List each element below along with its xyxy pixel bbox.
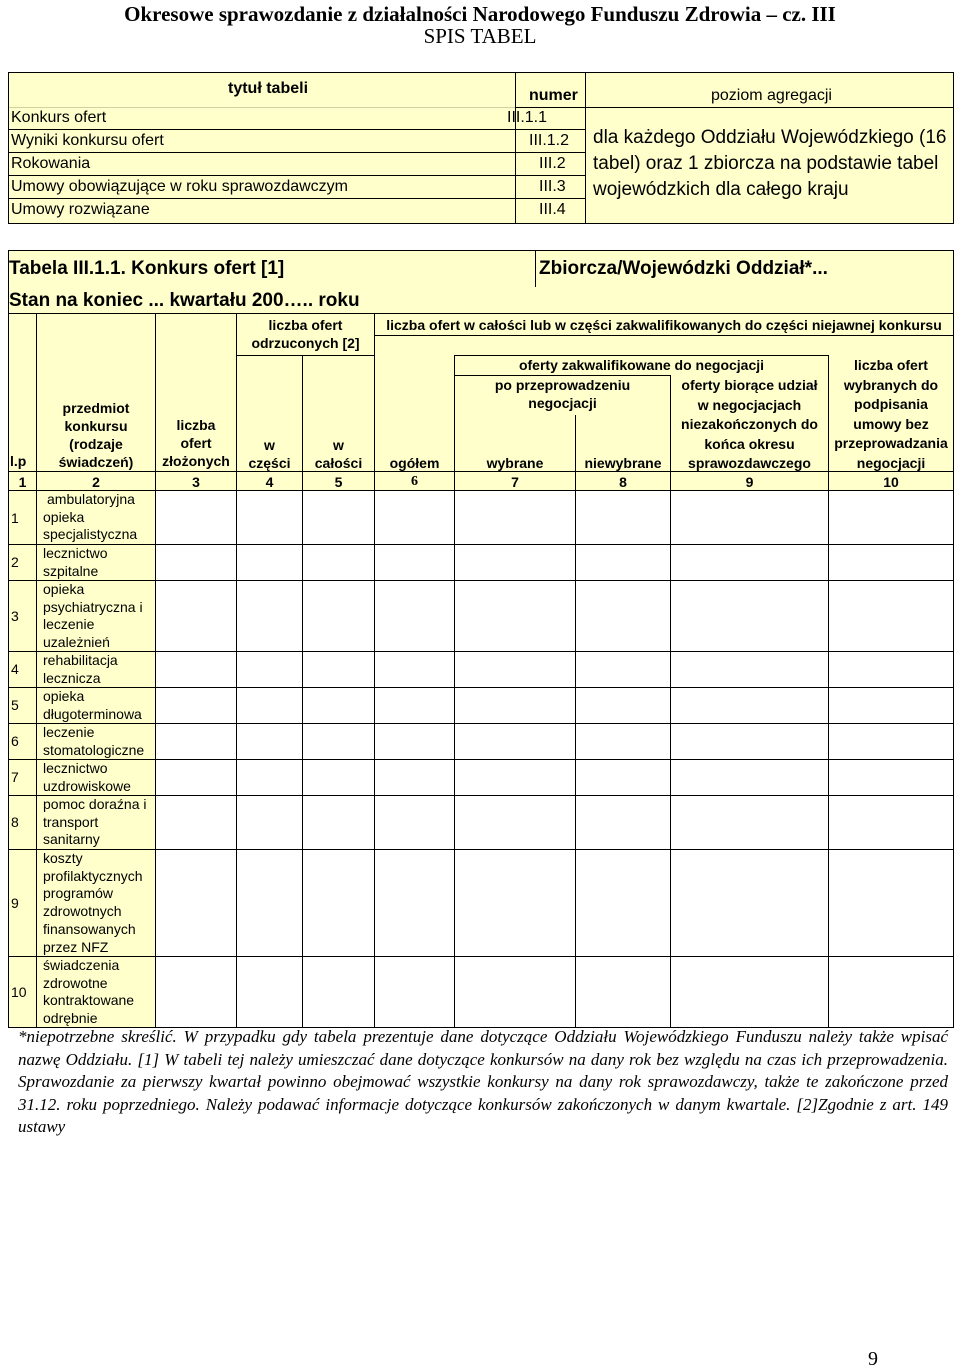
divider [9,313,953,314]
row-lp: 7 [11,769,19,785]
index-row-title: Umowy obowiązujące w roku sprawozdawczym [11,178,349,195]
col-number: 10 [883,474,899,490]
row-lp: 6 [11,733,19,749]
level-line: dla każdego Oddziału Wojewódzkiego (16 [593,127,947,148]
divider [374,313,375,1027]
index-row-number: III.3 [539,178,566,195]
row-lp: 9 [11,895,19,911]
document-title: Okresowe sprawozdanie z działalności Narodowego Funduszu Zdrowia – cz. III [124,2,836,26]
row-subject: koszty profilaktycznych programów zdrowotnych finansowanych przez NFZ [43,850,143,955]
divider [9,723,953,724]
index-row-title: Rokowania [11,155,91,172]
row-lp: 5 [11,697,19,713]
page-number: 9 [868,1348,878,1370]
main-table [8,250,954,1028]
header-total: ogółem [389,455,440,471]
col-number: 5 [334,474,343,490]
divider [236,355,374,356]
footnote: *niepotrzebne skreślić. W przypadku gdy tabela prezentuje dane dotyczące Oddziału Wojewódzkiego Funduszu należy także wpisać nazwę Oddziału. [1] W tabeli tej należy umieszczać dane dotyczące konkursów na dany rok bez względu na czas ich przeprowadzenia. Sprawozdanie za pierwszy kwartał powinno obejmować wszystkie konkursy na dany rok sprawozdawczy, także te zakończone przed 31.12. roku poprzedniego. Należy podawać informacje dotyczące konkursów zakończonych w danym kwartale. [2]Zgodnie z art. 149 ustawy [18,1027,948,1137]
header-partial: w części [248,437,291,471]
divider [9,795,953,796]
col-title-header: tytuł tabeli [228,80,309,97]
col-number: 2 [92,474,100,490]
col-number: 6 [411,474,418,489]
divider [9,956,953,957]
divider [236,313,237,1027]
header-selected: wybrane [486,455,544,471]
row-subject: świadczenia zdrowotne kontraktowane odrębnie [43,957,135,1027]
table-period: Stan na koniec ... kwartału 200….. roku [9,290,360,311]
index-row-title: Konkurs ofert [11,109,107,126]
row-lp: 4 [11,661,19,677]
divider [9,544,953,545]
index-row-number: III.2 [539,155,566,172]
row-subject: opieka długoterminowa [43,688,142,722]
row-lp: 3 [11,608,19,624]
index-row-title: Umowy rozwiązane [11,201,150,218]
divider [515,107,953,108]
divider [575,415,576,1027]
divider [9,107,515,108]
header-chosen: liczba ofert wybranych do podpisania umowy bez przeprowadzania negocjacji [834,357,948,471]
header-rejected: liczba ofert odrzuconych [2] [251,317,360,351]
col-number-header: numer [529,87,578,104]
table-title: Tabela III.1.1. Konkurs ofert [1] [9,258,285,279]
divider [9,687,953,688]
row-subject: leczenie stomatologiczne [43,724,145,758]
col-number: 8 [619,474,627,490]
index-row-number: III.1.1 [507,109,548,126]
header-notselected: niewybrane [584,455,662,471]
table-scope: Zbiorcza/Wojewódzki Oddział*... [539,258,828,279]
divider [9,198,585,199]
level-line: wojewódzkich dla całego kraju [593,179,849,200]
index-row-number: III.4 [539,201,566,218]
row-subject: lecznictwo uzdrowiskowe [43,760,131,794]
row-subject: ambulatoryjna opieka specjalistyczna [43,491,138,543]
col-number: 4 [265,474,274,490]
index-row-title: Wyniki konkursu ofert [11,132,164,149]
divider [9,580,953,581]
header-negotiation: oferty zakwalifikowane do negocjacji [518,357,765,373]
divider [9,152,585,153]
header-submitted: liczba ofert złożonych [162,417,230,469]
header-after: po przeprowadzeniu negocjacji [494,377,631,411]
header-ongoing: oferty biorące udział w negocjacjach niezakończonych do końca okresu sprawozdawczego [681,377,818,472]
header-subject: przedmiot konkursu (rodzaje świadczeń) [58,400,134,470]
level-line: tabel) oraz 1 zbiorcza na podstawie tabel [593,153,939,174]
col-number: 7 [511,474,519,490]
divider [9,759,953,760]
divider [9,849,953,850]
row-lp: 8 [11,814,19,830]
divider [515,73,516,223]
row-subject: lecznictwo szpitalne [43,545,108,579]
divider [9,129,585,130]
row-subject: rehabilitacja lecznicza [43,652,118,686]
divider [374,335,953,336]
row-lp: 10 [11,984,27,1000]
header-whole: w całości [314,437,363,471]
index-row-number: III.1.2 [529,132,570,149]
divider [535,251,536,287]
header-lp: l.p [10,453,27,469]
divider [585,73,586,223]
document-subtitle: SPIS TABEL [423,24,537,48]
row-subject: opieka psychiatryczna i leczenie uzależnień [43,581,143,651]
col-number: 3 [192,474,200,490]
col-level-header: poziom agregacji [711,87,832,104]
divider [9,175,585,176]
divider [9,651,953,652]
row-lp: 1 [11,510,19,526]
col-number: 9 [745,474,754,490]
row-lp: 2 [11,554,19,570]
header-qualified: liczba ofert w całości lub w części zakwalifikowanych do części niejawnej konkursu [386,317,942,333]
col-number: 1 [18,474,27,490]
row-subject: pomoc doraźna i transport sanitarny [43,796,147,848]
table-index [8,72,954,224]
